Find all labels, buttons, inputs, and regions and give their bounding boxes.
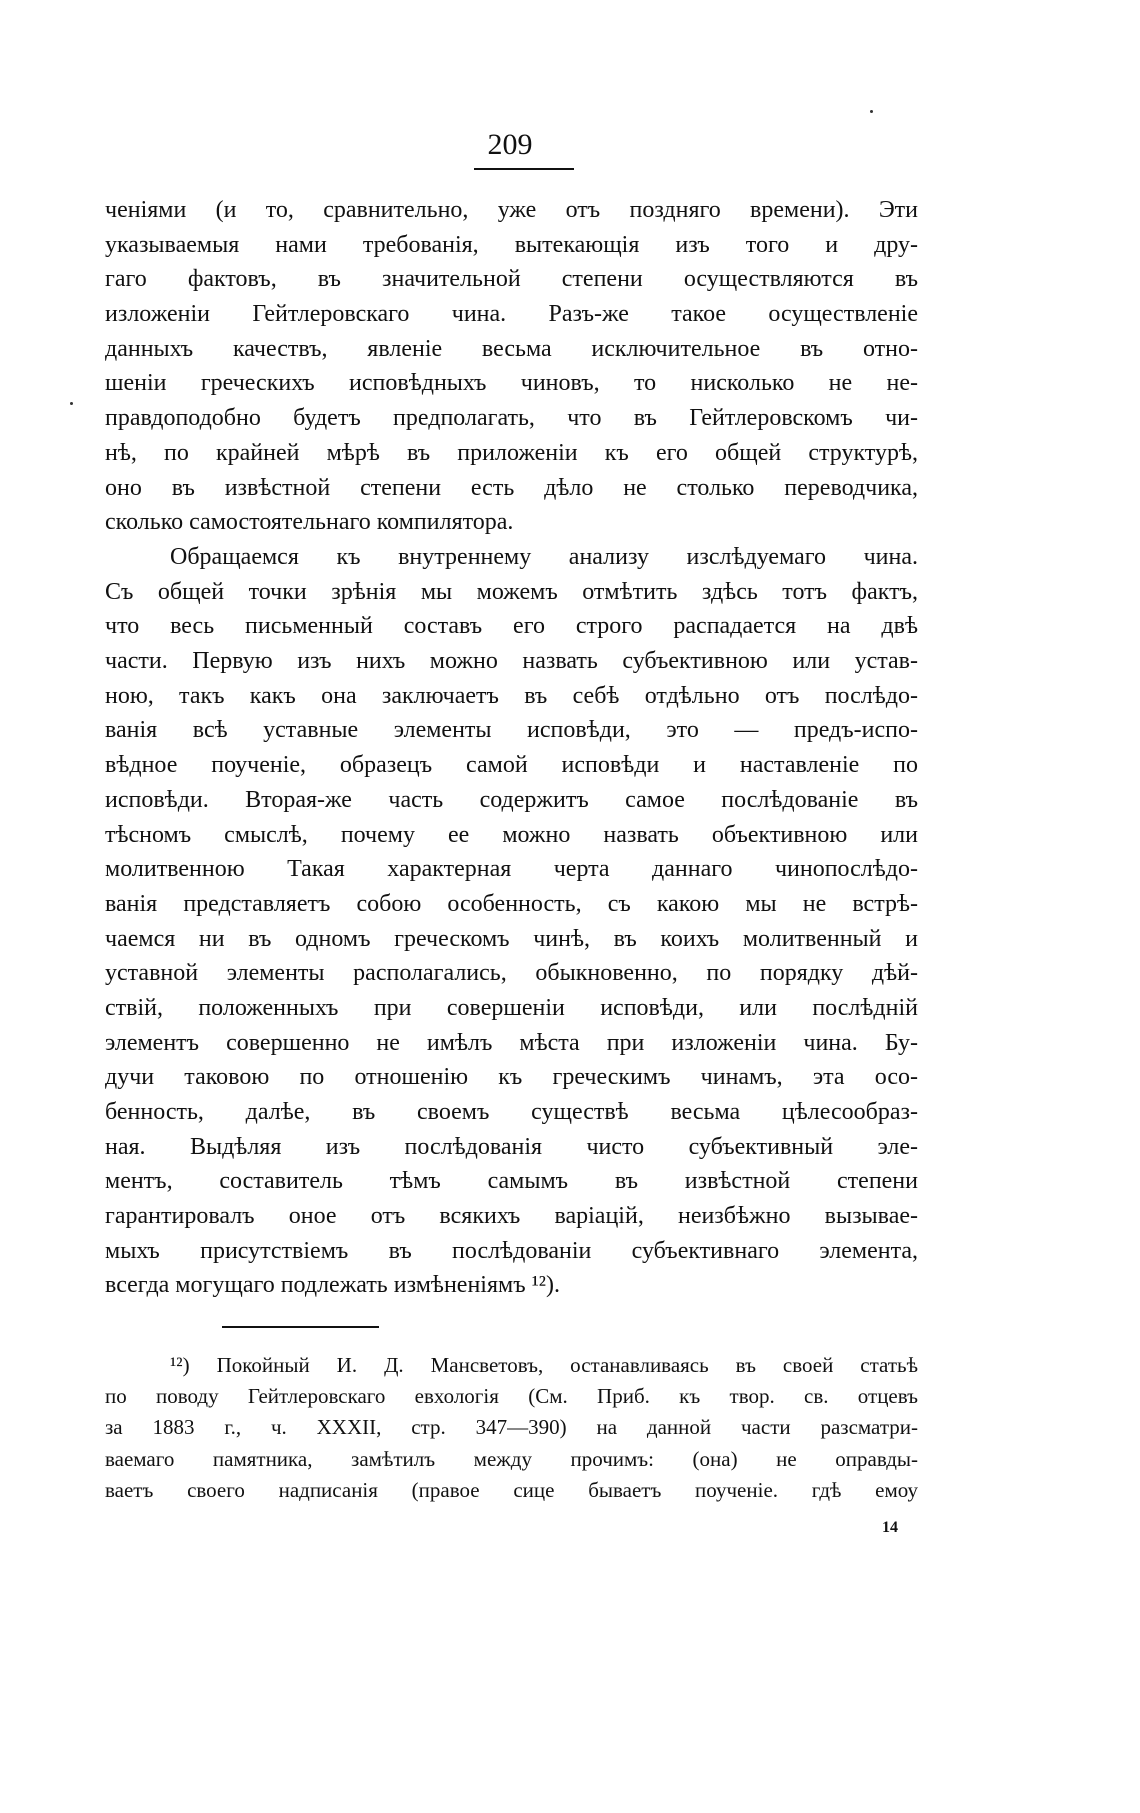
text-line: гарантировалъ оное отъ всякихъ варіацій, неизбѣжно вызывае- xyxy=(105,1203,918,1230)
text-line: что весь письменный составъ его строго распадается на двѣ xyxy=(105,613,918,640)
text-line: Обращаемся къ внутреннему анализу изслѣдуемаго чина. xyxy=(170,544,918,570)
text-line: тѣсномъ смыслѣ, почему ее можно назвать объективною или xyxy=(105,821,918,848)
footnote-line: ваетъ своего надписанія (правое сице бываетъ поученіе. гдѣ емоу xyxy=(105,1477,918,1502)
footnote xyxy=(105,1350,918,1506)
text-line: указываемыя нами требованія, вытекающія изъ того и дру- xyxy=(105,231,918,258)
text-line: молитвенною Такая характерная черта даннаго чинопослѣдо- xyxy=(105,856,918,883)
text-line: правдоподобно будетъ предполагать, что въ Гейтлеровскомъ чи- xyxy=(105,405,918,432)
footnote-separator xyxy=(222,1326,379,1328)
text-line: шеніи греческихъ исповѣдныхъ чиновъ, то нисколько не не- xyxy=(105,370,918,397)
footnote-line: за 1883 г., ч. XXXII, стр. 347—390) на данной части разсматри- xyxy=(105,1415,918,1440)
print-speck xyxy=(70,402,73,405)
footnote-line: ваемаго памятника, замѣтилъ между прочимъ: (она) не оправды- xyxy=(105,1446,918,1471)
footnote-line: по поводу Гейтлеровскаго евхологія (См. Приб. къ твор. св. отцевъ xyxy=(105,1384,918,1409)
text-line: ванія представляетъ собою особенность, съ какою мы не встрѣ- xyxy=(105,890,918,917)
text-line: мыхъ присутствіемъ въ послѣдованіи субъективнаго элемента, xyxy=(105,1237,918,1264)
text-line: оно въ извѣстной степени есть дѣло не столько переводчика, xyxy=(105,474,918,501)
page-number: 209 xyxy=(487,128,533,161)
text-line: ченіями (и то, сравнительно, уже отъ поздняго времени). Эти xyxy=(105,197,918,223)
text-line: дучи таковою по отношенію къ греческимъ чинамъ, эта осо- xyxy=(105,1064,918,1091)
footnote-line: ¹²) Покойный И. Д. Мансветовъ, останавливаясь въ своей статьѣ xyxy=(170,1353,918,1377)
text-line: элементъ совершенно не имѣлъ мѣста при изложеніи чина. Бу- xyxy=(105,1029,918,1056)
text-line: ною, такъ какъ она заключаетъ въ себѣ отдѣльно отъ послѣдо- xyxy=(105,682,918,709)
text-line: ствій, положенныхъ при совершеніи исповѣди, или послѣдній xyxy=(105,994,918,1021)
text-line: всегда могущаго подлежать измѣненіямъ ¹²). xyxy=(105,1272,560,1299)
paragraph-1 xyxy=(105,193,918,540)
text-line: части. Первую изъ нихъ можно назвать субъективною или устав- xyxy=(105,648,918,675)
text-line: бенность, далѣе, въ своемъ существѣ весьма цѣлесообраз- xyxy=(105,1099,918,1125)
text-line: вѣдное поученіе, образецъ самой исповѣди и наставленіе по xyxy=(105,752,918,779)
page-number-underline xyxy=(474,168,574,170)
print-speck xyxy=(870,110,873,113)
text-line: чаемся ни въ одномъ греческомъ чинѣ, въ коихъ молитвенный и xyxy=(105,925,918,952)
text-line: сколько самостоятельнаго компилятора. xyxy=(105,509,514,536)
text-line: нѣ, по крайней мѣрѣ въ приложеніи къ его общей структурѣ, xyxy=(105,439,918,466)
text-line: исповѣди. Вторая-же часть содержитъ самое послѣдованіе въ xyxy=(105,786,918,813)
paragraph-2 xyxy=(105,540,918,1303)
text-line: данныхъ качествъ, явленіе весьма исключительное въ отно- xyxy=(105,335,918,362)
text-line: Съ общей точки зрѣнія мы можемъ отмѣтить здѣсь тотъ фактъ, xyxy=(105,578,918,605)
signature-mark: 14 xyxy=(882,1519,898,1536)
text-line: ментъ, составитель тѣмъ самымъ въ извѣстной степени xyxy=(105,1168,918,1195)
text-line: ванія всѣ уставные элементы исповѣди, это — предъ-испо- xyxy=(105,717,918,744)
text-line: изложеніи Гейтлеровскаго чина. Разъ-же такое осуществленіе xyxy=(105,301,918,328)
text-line: ная. Выдѣляя изъ послѣдованія чисто субъективный эле- xyxy=(105,1133,918,1160)
text-line: гаго фактовъ, въ значительной степени осуществляются въ xyxy=(105,266,918,293)
text-line: уставной элементы располагались, обыкновенно, по порядку дѣй- xyxy=(105,960,918,987)
